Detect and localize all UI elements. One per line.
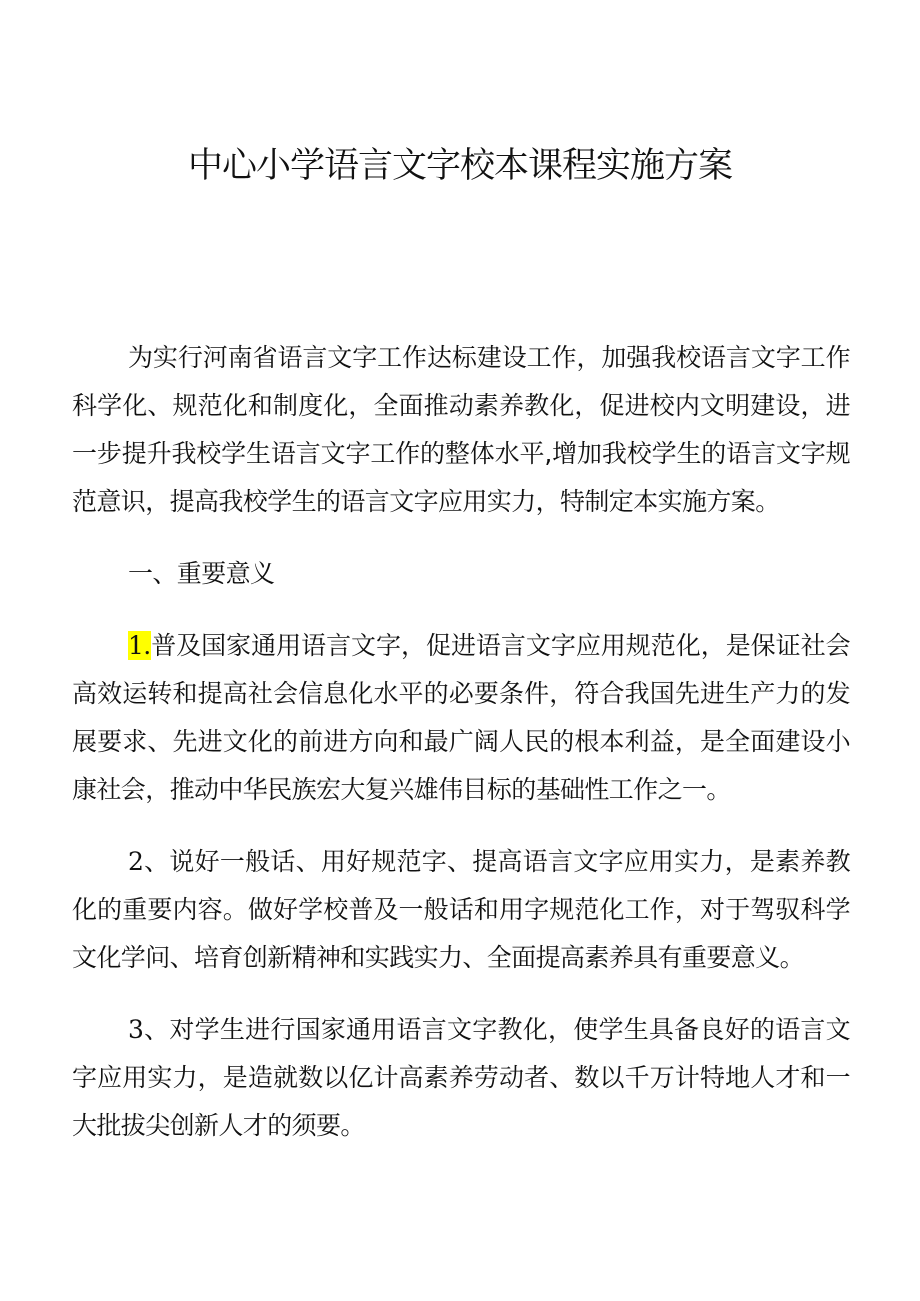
point-3-text: 、对学生进行国家通用语言文字教化，使学生具备良好的语言文字应用实力，是造就数以亿计高素养劳动者、数以千万计特地人才和一大批拔尖创新人才的须要。 <box>72 1015 850 1140</box>
point-3-paragraph <box>72 1006 850 1150</box>
point-3-number: 3 <box>128 1015 144 1044</box>
point-1-text: 普及国家通用语言文字，促进语言文字应用规范化，是保证社会高效运转和提高社会信息化水平的必要条件，符合我国先进生产力的发展要求、先进文化的前进方向和最广阔人民的根本利益，是全面建设小康社会，推动中华民族宏大复兴雄伟目标的基础性工作之一。 <box>72 631 850 804</box>
document-title: 中心小学语言文字校本课程实施方案 <box>187 146 732 186</box>
point-1-number: 1. <box>128 631 151 660</box>
point-2-text: 、说好一般话、用好规范字、提高语言文字应用实力，是素养教化的重要内容。做好学校普及一般话和用字规范化工作，对于驾驭科学文化学问、培育创新精神和实践实力、全面提高素养具有重要意义。 <box>72 847 850 972</box>
intro-paragraph: 为实行河南省语言文字工作达标建设工作，加强我校语言文字工作科学化、规范化和制度化，全面推动素养教化，促进校内文明建设，进一步提升我校学生语言文字工作的整体水平,增加我校学生的语言文字规范意识，提高我校学生的语言文字应用实力，特制定本实施方案。 <box>72 343 850 516</box>
document-body <box>72 334 850 1150</box>
section-heading-importance: 一、重要意义 <box>128 559 275 588</box>
point-1-paragraph <box>72 622 850 814</box>
point-2-number: 2 <box>128 847 144 876</box>
point-2-paragraph <box>72 838 850 982</box>
